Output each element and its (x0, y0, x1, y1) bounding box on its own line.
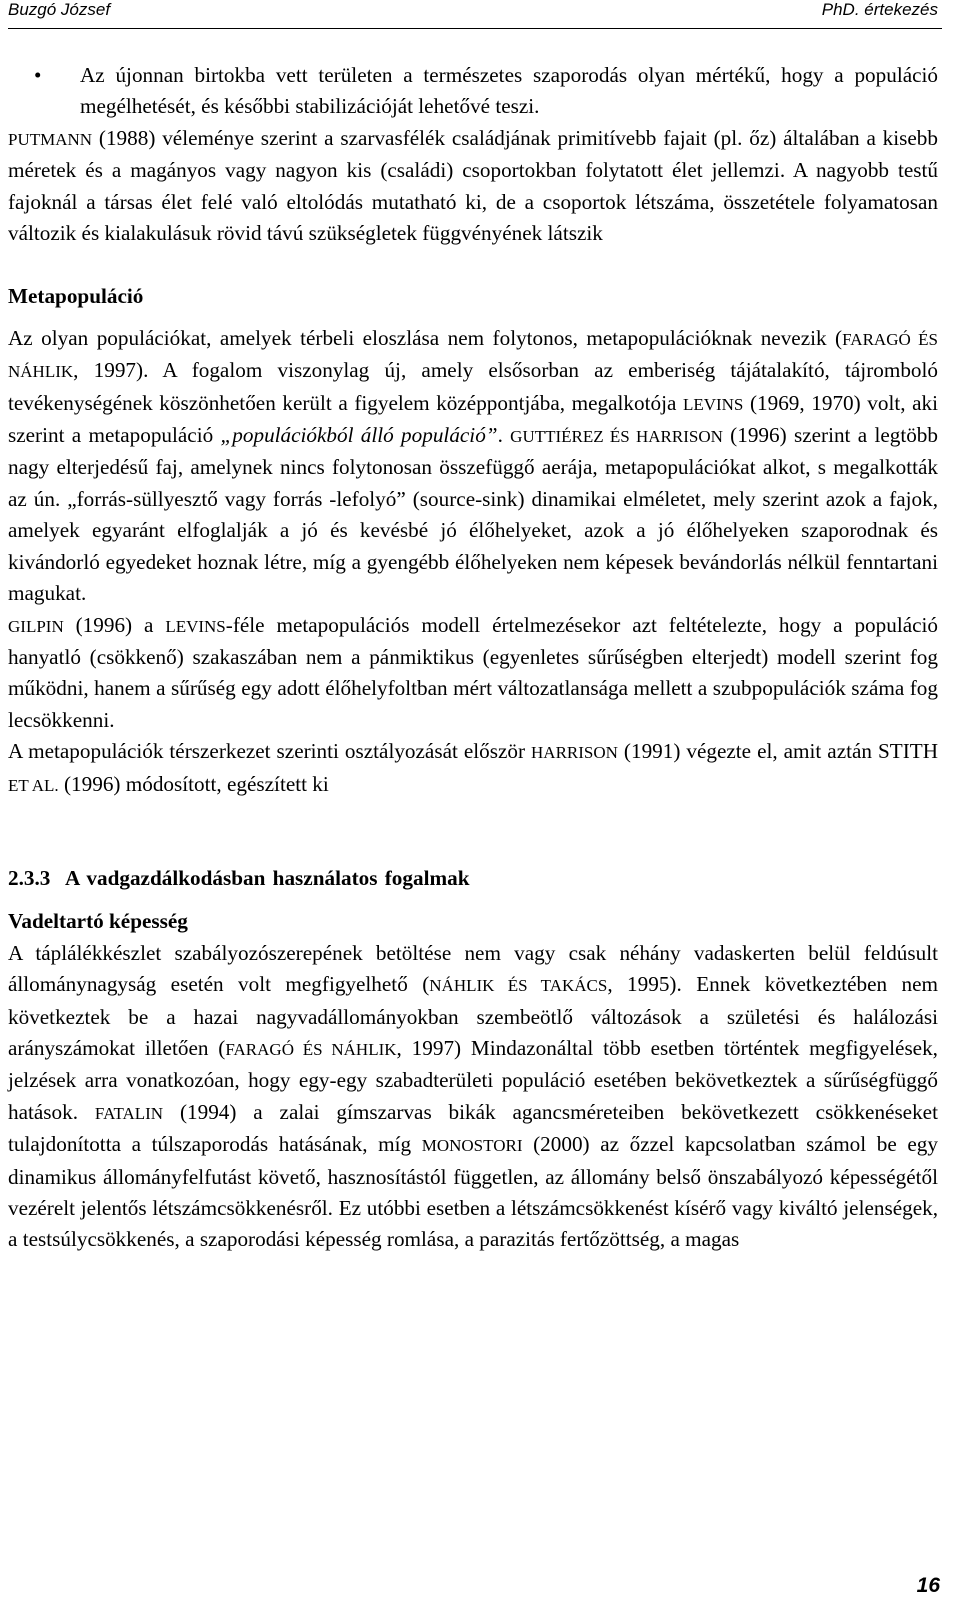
paragraph-vadeltarto: A táplálékkészlet szabályozószerepének betöltése nem vagy csak néhány vadaskerten belül feldúsult állománynagyság esetén volt megfigyelhető (NÁHLIK ÉS TAKÁCS, 1995). Ennek következtében nem következtek be a hazai nagyvadállományokban szembeötlő változások a születési és halálozási arányszámokat illetően (FARAGÓ ÉS NÁHLIK, 1997) Mindazonáltal több esetben történtek megfigyelések, jelzések arra vonatkozóan, hogy egy-egy szabadterületi populáció esetében bekövetkeztek a sűrűségfüggő hatások. FATALIN (1994) a zalai gímszarvas bikák agancsméreteiben bekövetkezett csökkenéseket tulajdonította a túlszaporodás hatásának, míg MONOSTORI (2000) az őzzel kapcsolatban számol be egy dinamikus állományfelfutást követő, hasznosítástól független, az állomány belső önszabályozó képességétől vezérelt jelentős létszámcsökkenésről. Ez utóbbi esetben a létszámcsökkenést kísérő vagy kiváltó jelenségek, a testsúlycsökkenés, a szaporodási képesség romlása, a parazitás fertőzöttség, a magas (8, 940, 938, 1252)
paragraph-harrison: A metapopulációk térszerkezet szerinti osztályozását először HARRISON (1991) végezte el, amit aztán STITH ET AL. (1996) módosított, egészített ki (8, 739, 938, 796)
heading-vadeltarto: Vadeltartó képesség (8, 909, 188, 934)
section-heading (8, 863, 938, 894)
citation-name: MONOSTORI (421, 1136, 523, 1156)
bullet-text: Az újonnan birtokba vett területen a természetes szaporodás olyan mértékű, hogy a populáció megélhetését, és későbbi stabilizációját lehetővé teszi. (80, 63, 938, 119)
document-body (8, 60, 938, 1256)
citation-name: FARAGÓ ÉS NÁHLIK (8, 329, 938, 382)
paragraph-metapop-definition: Az olyan populációkat, amelyek térbeli eloszlása nem folytonos, metapopulációknak nevezik (FARAGÓ ÉS NÁHLIK, 1997). A fogalom viszonylag új, amely elsősorban az emberiség tájátalakító, tájromboló tevékenységének köszönhetően került a figyelem középpontjába, megalkotója LEVINS (1969, 1970) volt, aki szerint a metapopuláció „populációkból álló populáció”. GUTTIÉREZ ÉS HARRISON (1996) szerint a legtöbb nagy elterjedésű faj, amelynek nincs folytonosan összefüggő aerája, metapopulációkat alkot, s megalkották az ún. „forrás-süllyesztő vagy forrás -lefolyó” (source-sink) dinamikai elméletet, mely szerint azok a fajok, amelyek egyaránt elfoglalják a jó és kevésbé jó élőhelyeket, azok a jó élőhelyeken szaporodnak és kivándorló egyedeket hoznak létre, míg a gyengébb élőhelyeken nem képesek bevándorlás nélkül fenntartani magukat. (8, 325, 938, 606)
paragraph-text: (1988) véleménye szerint a szarvasfélék családjának primitívebb fajait (pl. őz) általában a kisebb méretek és a magányos vagy nagyon kis (családi) csoportokban folytatott élet jellemzi. A nagyobb testű fajoknál a társas élet felé való eltolódás mutatható ki, de a csoportok létszáma, összetétele folyamatosan változik és kialakulásuk rövid távú szükségletek függvényének látszik (8, 125, 938, 246)
citation-name: ET AL. (8, 775, 59, 795)
paragraph-gilpin: GILPIN (1996) a LEVINS-féle metapopulációs modell értelmezésekor azt feltételezte, hogy a populáció hanyatló (csökkenő) szakaszában nem a pánmiktikus (egyenletes sűrűségben elterjedt) modell szerint fog működni, hanem a sűrűség egy adott élőhelyfoltban mért változatlansága mellett a szubpopulációk száma fog lecsökkenni. (8, 612, 939, 732)
section-number: 2.3.3 (8, 865, 51, 890)
page-header (8, 0, 942, 29)
page-number: 16 (916, 1574, 940, 1597)
citation-name: LEVINS (165, 616, 226, 636)
bullet-item (8, 60, 938, 123)
citation-name: HARRISON (531, 743, 618, 763)
citation-name: GUTTIÉREZ ÉS HARRISON (510, 427, 723, 447)
citation-name: LEVINS (682, 394, 744, 414)
citation-name: FATALIN (94, 1103, 164, 1123)
citation-name: FARAGÓ ÉS NÁHLIK (225, 1039, 397, 1059)
header-author: Buzgó József (8, 0, 111, 19)
bullet-icon: • (34, 63, 42, 87)
author-name: PUTMANN (8, 129, 93, 149)
header-document-type: PhD. értekezés (821, 0, 938, 19)
heading-metapopulacio: Metapopuláció (8, 284, 144, 309)
citation-name: NÁHLIK ÉS TAKÁCS (429, 976, 608, 996)
citation-name: GILPIN (8, 616, 64, 636)
paragraph-putmann (8, 123, 938, 250)
quote-text: „populációkból álló populáció” (220, 423, 498, 448)
section-title: A vadgazdálkodásban használatos fogalmak (64, 865, 470, 890)
